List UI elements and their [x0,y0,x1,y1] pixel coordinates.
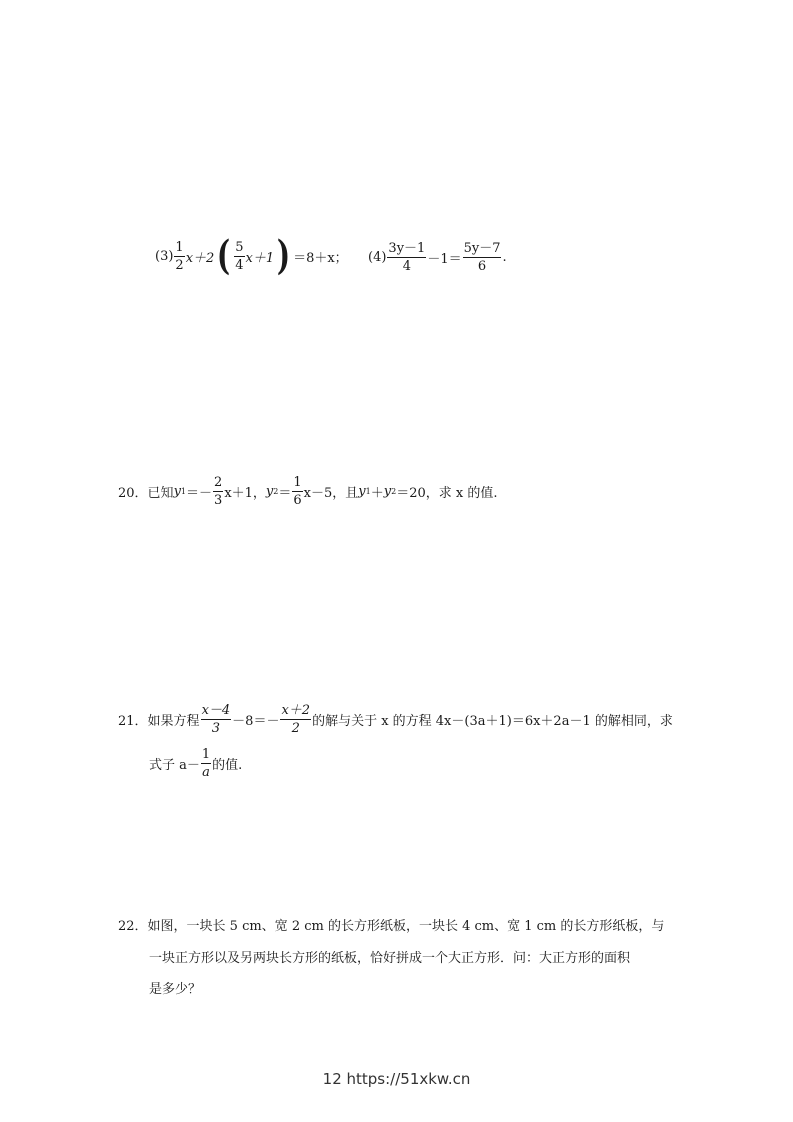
fraction: $\frac{x-4}{3}$ [201,702,231,736]
question-21: 21． 如果方程 $\frac{x-4}{3}$ －8＝－ $\frac{x+2}{2}$ 的解与关于 x 的方程 4x－(3a＋1)＝6x＋2a－1 的解相同，求 [118,702,673,736]
fraction: $\frac{1}{6}$ [293,474,302,508]
expr-text: . [502,249,507,265]
expr-text: －1＝ [427,251,462,267]
question-22-line-2: 一块正方形以及另两块长方形的纸板，恰好拼成一个大正方形．问：大正方形的面积 [149,950,631,966]
fraction: $\frac{5y-7}{6}$ [463,240,501,274]
problem-4 [368,238,507,276]
question-21-line-2: 式子 a－ $\frac{1}{a}$ 的值. [149,746,243,780]
page-footer: 12 https://51xkw.cn [322,1070,471,1088]
left-paren: ( [217,232,231,279]
question-20: 20． 已知 y 1 ＝－ $\frac{2}{3}$ x＋1， y 2 ＝ $\frac{1}{6}$ x－5，且 y 1 ＋ y 2 ＝20，求 x 的值. [118,474,498,508]
right-paren: ) [276,232,291,279]
fraction: $\frac{2}{3}$ [214,474,223,508]
problem-4-label: (4) [368,249,387,265]
expr-text: x＋1 [245,250,275,266]
expr-text: ＝8＋x； [293,250,348,266]
question-22-line-3: 是多少？ [149,981,202,997]
problem-3 [155,228,348,284]
problem-3-label: (3) [155,248,174,264]
fraction: $\frac{x+2}{2}$ [281,702,311,736]
expr-text: x＋2 [185,250,215,266]
fraction: $\frac{3y-1}{4}$ [388,240,426,274]
question-22-line-1: 22．如图，一块长 5 cm、宽 2 cm 的长方形纸板，一块长 4 cm、宽 1 cm 的长方形纸板，与 [118,918,665,934]
fraction: $\frac{1}{a}$ [201,746,211,780]
question-number: 20． [118,485,148,501]
fraction: $\frac{5}{4}$ [235,239,244,273]
fraction: $\frac{1}{2}$ [175,239,184,273]
question-number: 21． [118,713,148,729]
